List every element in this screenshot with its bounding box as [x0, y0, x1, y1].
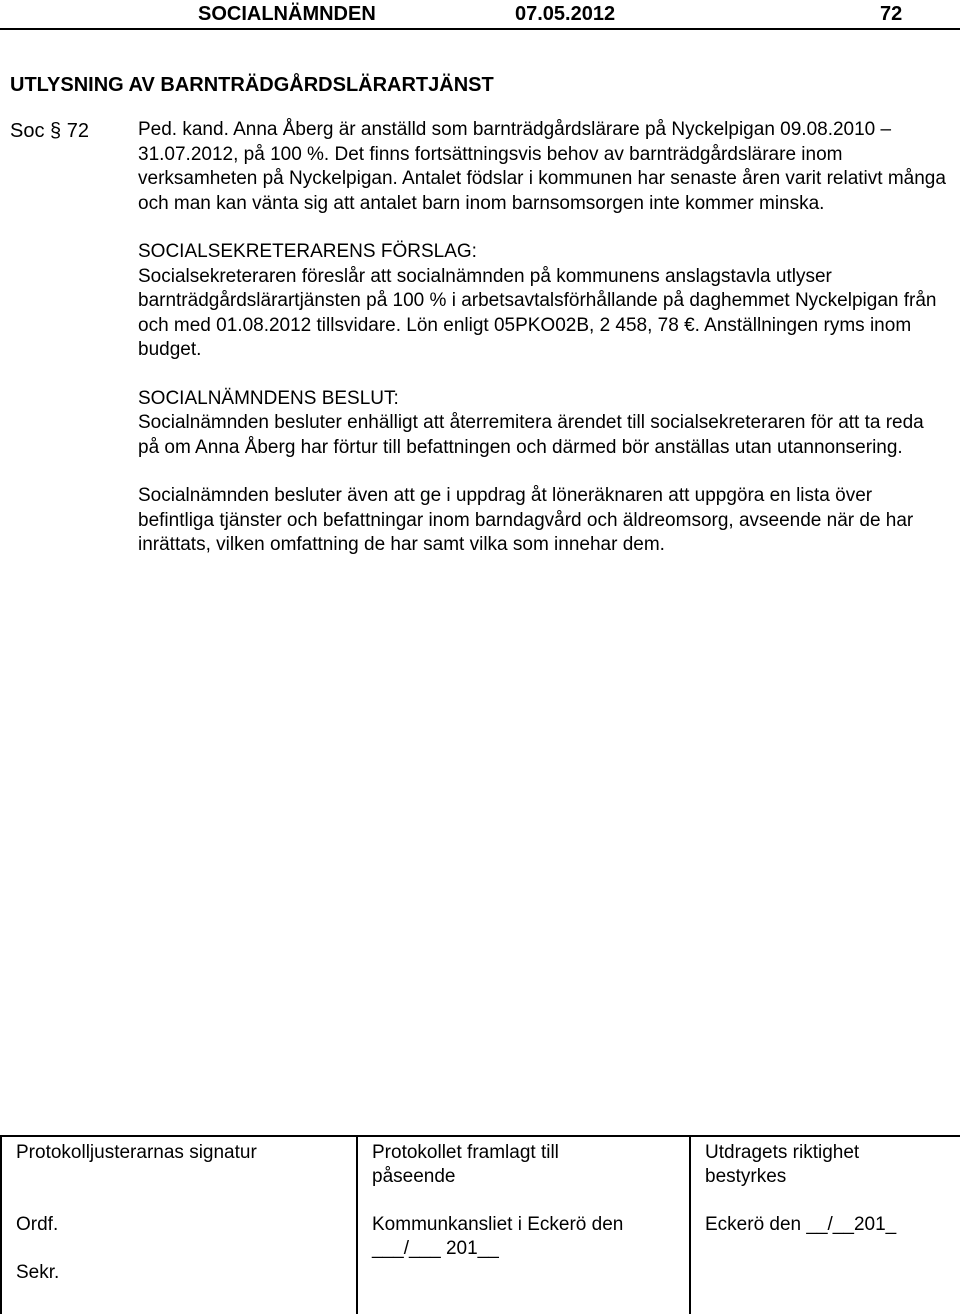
paragraph-background: Ped. kand. Anna Åberg är anställd som barnträdgårdslärare på Nyckelpigan 09.08.2010 – 31.07.2012, på 100 %. Det finns fortsättningsvis behov av barnträdgårdslärare inom verksamheten på Nyckelpigan. Antalet födslar i kommunen har senaste åren varit relativt många och man kan vänta sig att antalet barn inom barnsomsorgen inte kommer minska.: [138, 119, 946, 214]
header-page-number: 72: [880, 3, 903, 25]
page-header: [0, 0, 960, 30]
document-body: [138, 118, 948, 582]
proposal-text: Socialsekreteraren föreslår att socialnämnden på kommunens anslagstavla utlyser barnträdgårdslärartjänsten på 100 % i arbetsavtalsförhållande på daghemmet Nyckelpigan från och med 01.08.2012 tillsvidare. Lön enligt 05PKO02B, 2 458, 78 €. Anställningen ryms inom budget.: [138, 265, 937, 360]
proposal-heading: SOCIALSEKRETERARENS FÖRSLAG:: [138, 241, 477, 262]
chairman-label: Ordf.: [16, 1214, 59, 1235]
header-date: 07.05.2012: [515, 3, 616, 25]
decision-text: Socialnämnden besluter enhälligt att återremitera ärendet till socialsekreteraren för att ta reda på om Anna Åberg har förtur till befattningen och därmed bör anställas utan utannonsering.: [138, 412, 924, 458]
section-reference: Soc § 72: [10, 120, 89, 142]
paragraph-additional-decision: Socialnämnden besluter även att ge i uppdrag åt löneräknaren att uppgöra en lista över befintliga tjänster och befattningar inom barndagvård och äldreomsorg, avseende när de har inrättats, vilken omfattning de har samt vilka som innehar dem.: [138, 485, 914, 555]
posting-title: Protokollet framlagt till påseende: [372, 1142, 559, 1187]
certification-title: Utdragets riktighet bestyrkes: [705, 1142, 860, 1187]
posting-location-date: Kommunkansliet i Eckerö den ___/___ 201__: [372, 1214, 624, 1259]
header-title: SOCIALNÄMNDEN: [198, 3, 376, 25]
signature-column-adjusters: [2, 1137, 358, 1314]
certification-location-date: Eckerö den __/__201_: [705, 1214, 897, 1235]
header-divider: [0, 28, 960, 30]
document-heading: UTLYSNING AV BARNTRÄDGÅRDSLÄRARTJÄNST: [10, 74, 494, 96]
signature-table: [0, 1135, 960, 1314]
paragraph-proposal: [138, 240, 948, 363]
paragraph-decision: [138, 387, 948, 461]
secretary-label: Sekr.: [16, 1262, 60, 1283]
adjusters-title: Protokolljusterarnas signatur: [16, 1142, 257, 1163]
decision-heading: SOCIALNÄMNDENS BESLUT:: [138, 387, 399, 409]
signature-column-certification: [691, 1137, 960, 1314]
signature-column-posting: [358, 1137, 691, 1314]
